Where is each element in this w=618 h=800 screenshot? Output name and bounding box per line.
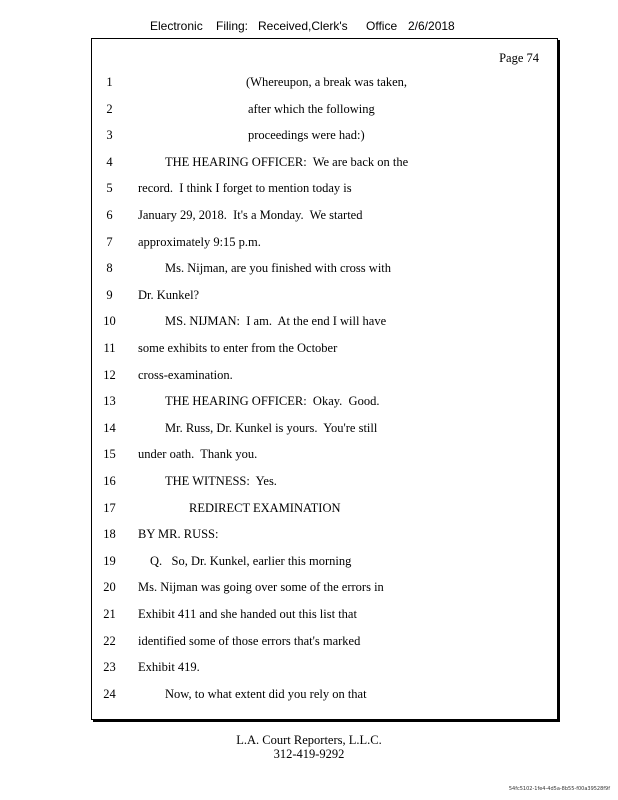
- footer-company: L.A. Court Reporters, L.L.C.: [236, 733, 382, 747]
- line-text: THE HEARING OFFICER: Okay. Good.: [165, 394, 380, 409]
- line-text: proceedings were had:): [248, 128, 365, 143]
- line-number: 2: [106, 101, 113, 116]
- line-text: BY MR. RUSS:: [138, 527, 219, 542]
- line-text: Q. So, Dr. Kunkel, earlier this morning: [150, 553, 352, 568]
- line-text: Ms. Nijman was going over some of the errors in: [138, 580, 384, 595]
- transcript-page: [91, 38, 558, 720]
- header-date: 2/6/2018: [408, 19, 455, 33]
- line-text: THE HEARING OFFICER: We are back on the: [165, 154, 409, 169]
- line-text: (Whereupon, a break was taken,: [246, 75, 408, 89]
- line-number: 20: [103, 580, 116, 595]
- line-number: 9: [106, 287, 113, 302]
- line-number: 13: [103, 394, 116, 409]
- line-text: cross-examination.: [138, 367, 233, 382]
- line-text: some exhibits to enter from the October: [138, 341, 338, 355]
- line-text: Ms. Nijman, are you finished with cross with: [165, 261, 392, 276]
- line-number: 4: [106, 154, 113, 169]
- line-text: Exhibit 411 and she handed out this list that: [138, 607, 357, 621]
- line-number: 1: [106, 75, 113, 89]
- line-text: identified some of those errors that's marked: [138, 633, 361, 648]
- line-number: 10: [103, 314, 116, 329]
- line-text: record. I think I forget to mention today is: [138, 181, 352, 196]
- line-number: 5: [106, 181, 113, 196]
- header-filing: Filing:: [216, 19, 249, 33]
- line-number: 21: [103, 607, 116, 621]
- line-number: 3: [106, 128, 113, 143]
- line-number: 22: [103, 633, 116, 648]
- line-text: Mr. Russ, Dr. Kunkel is yours. You're still: [165, 420, 378, 435]
- line-text: January 29, 2018. It's a Monday. We started: [138, 208, 363, 222]
- line-text: Exhibit 419.: [138, 660, 200, 675]
- header-received: Received,Clerk's: [258, 19, 348, 33]
- line-text: REDIRECT EXAMINATION: [189, 500, 341, 515]
- page-number: Page 74: [499, 51, 539, 65]
- line-text: after which the following: [248, 101, 375, 116]
- footer-phone: 312-419-9292: [273, 747, 345, 761]
- line-number: 15: [103, 447, 116, 462]
- line-number: 24: [103, 686, 116, 701]
- header-electronic: Electronic: [150, 19, 203, 33]
- line-number: 7: [106, 234, 113, 249]
- header-office: Office: [366, 19, 398, 33]
- line-text: Dr. Kunkel?: [138, 287, 200, 302]
- line-text: under oath. Thank you.: [138, 447, 258, 462]
- line-number: 11: [103, 341, 116, 355]
- line-number: 18: [103, 527, 116, 542]
- line-text: MS. NIJMAN: I am. At the end I will have: [165, 314, 387, 329]
- line-number: 17: [103, 500, 116, 515]
- line-number: 8: [106, 261, 113, 276]
- line-text: Now, to what extent did you rely on that: [165, 686, 367, 701]
- line-text: approximately 9:15 p.m.: [138, 234, 261, 249]
- document-id: 54fc5102-1fe4-4d5a-8b55-f00a39528f9f: [508, 786, 610, 792]
- line-number: 12: [103, 367, 116, 382]
- line-number: 6: [106, 208, 113, 222]
- line-number: 19: [103, 553, 116, 568]
- line-text: THE WITNESS: Yes.: [165, 474, 277, 488]
- line-number: 14: [103, 420, 116, 435]
- line-number: 23: [103, 660, 116, 675]
- line-number: 16: [103, 474, 116, 488]
